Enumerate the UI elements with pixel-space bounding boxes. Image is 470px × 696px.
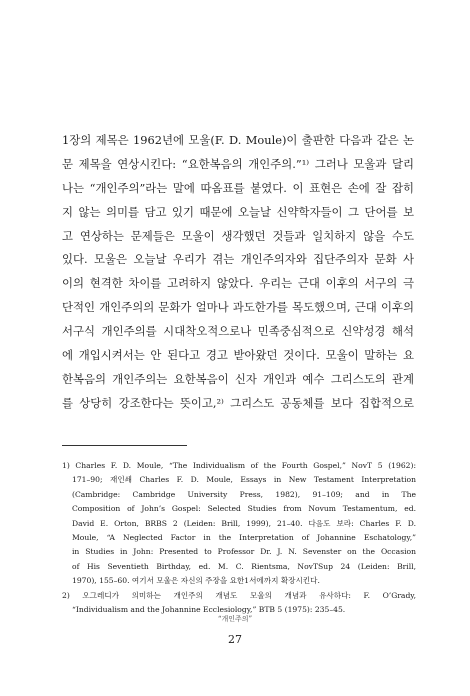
- footnote-line: “Individualism and the Johannine Ecclesiology,” BTB 5 (1975): 235–45.: [72, 604, 346, 614]
- footnote-line: 171–90; 재인쇄 Charles F. D. Moule, Essays in New Testament Interpretation: [72, 475, 416, 485]
- body-line: 문 제목을 연상시킨다: “요한복음의 개인주의.”¹⁾ 그러나 모울과 달리: [62, 156, 414, 171]
- footnote-line: (Cambridge: Cambridge University Press, 1982), 91–109; and in The: [72, 489, 416, 499]
- footnote-line: Composition of John’s Gospel: Selected Studies from Novum Testamentum, ed.: [72, 504, 416, 514]
- footnote-divider: [62, 445, 187, 446]
- footnote-line: 1970), 155–60. 여기서 모울은 자신의 주장을 요한1서에까지 확장시킨다.: [72, 576, 320, 586]
- footnote-line: of His Seventieth Birthday, ed. M. C. Rientsma, NovTSup 24 (Leiden: Brill,: [72, 561, 416, 571]
- running-head: “개인주의”: [217, 615, 253, 623]
- body-line: 이의 현격한 차이를 고려하지 않았다. 우리는 근대 이후의 서구의 극: [62, 276, 414, 291]
- body-line: 를 상당히 강조한다는 뜻이고,²⁾ 그리스도 공동체를 보다 집합적으로: [62, 395, 414, 410]
- body-line: 서구식 개인주의를 시대착오적으로나 민족중심적으로 신약성경 해석: [62, 324, 414, 339]
- body-line: 고 연상하는 문제들은 모울이 생각했던 것들과 일치하지 않을 수도: [62, 228, 414, 243]
- footnote-line: in Studies in John: Presented to Professor Dr. J. N. Sevenster on the Occasion: [72, 547, 416, 557]
- body-text: [62, 129, 414, 416]
- body-line: 한복음의 개인주의는 요한복음이 신자 개인과 예수 그리스도의 관계: [62, 371, 414, 386]
- footnote-line: David E. Orton, BRBS 2 (Leiden: Brill, 1999), 21–40. 다음도 보라: Charles F. D.: [72, 518, 416, 528]
- body-line: 있다. 모울은 오늘날 우리가 겪는 개인주의자와 집단주의자 문화 사: [62, 252, 414, 267]
- footnote-line: Moule, “A Neglected Factor in the Interpretation of Johannine Eschatology,”: [72, 532, 416, 542]
- body-line: 지 않는 의미를 담고 있기 때문에 오늘날 신약학자들이 그 단어를 보: [62, 204, 414, 219]
- body-line: 단적인 개인주의의 문화가 얼마나 과도한가를 목도했으며, 근대 이후의: [62, 300, 414, 315]
- footnotes: [62, 459, 416, 617]
- page-number: 27: [228, 633, 242, 646]
- body-line: 에 개입시켜서는 안 된다고 경고 받아왔던 것이다. 모울이 말하는 요: [62, 348, 414, 363]
- footnote-line: 1) Charles F. D. Moule, “The Individualism of the Fourth Gospel,” NovT 5 (1962):: [62, 461, 416, 470]
- body-line: 1장의 제목은 1962년에 모울(F. D. Moule)이 출판한 다음과 같은 논: [62, 133, 414, 147]
- footnote-line: 2) 오그레디가 의미하는 개인주의 개념도 모울의 개념과 유사하다: F. O’Grady,: [62, 590, 416, 600]
- body-line: 나는 “개인주의”라는 말에 따옴표를 붙였다. 이 표현은 손에 잘 잡히: [62, 180, 414, 195]
